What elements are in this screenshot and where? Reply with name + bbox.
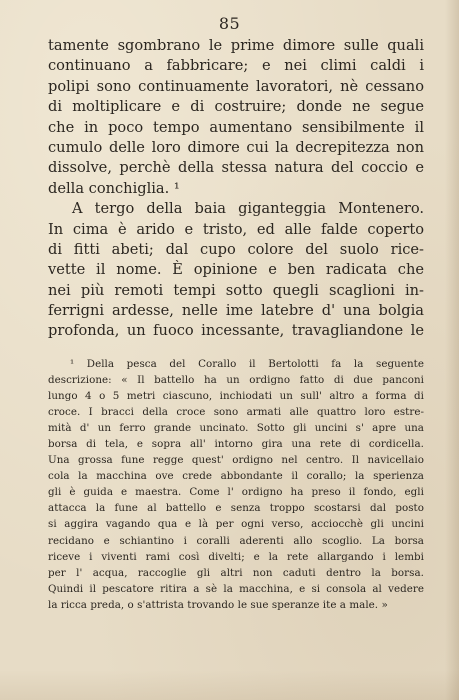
text-line: tamente sgombrano le prime dimore sulle quali <box>48 37 424 54</box>
page-edge-shadow <box>445 0 459 700</box>
text-line: di moltiplicare e di costruire; donde ne segue <box>48 98 424 116</box>
footnote-line: descrizione: « Il battello ha un ordigno fatto di due panconi <box>48 374 424 387</box>
footnote-line: mità d' un ferro grande uncinato. Sotto gli uncini s' apre una <box>48 422 424 435</box>
text-line: In cima è arido e tristo, ed alle falde coperto <box>48 220 424 238</box>
footnote-line: recidano e schiantino i coralli aderenti allo scoglio. La borsa <box>48 534 424 547</box>
footnote-line: ¹ Della pesca del Corallo il Bertolotti fa la seguente <box>70 358 424 370</box>
text-line: profonda, un fuoco incessante, travagliandone le <box>48 322 424 340</box>
main-text-block <box>48 36 424 342</box>
footnote-line: si aggira vagando qua e là per ogni verso, acciocchè gli uncini <box>48 518 424 531</box>
footnote-line: attacca la fune al battello e senza troppo scostarsi dal posto <box>48 502 424 515</box>
text-line: che in poco tempo aumentano sensibilmente il <box>48 118 424 136</box>
text-line: continuano a fabbricare; e nei climi caldi i <box>48 57 424 75</box>
text-line: della conchiglia. ¹ <box>48 179 180 197</box>
footnote-line: croce. I bracci della croce sono armati alle quattro loro estre- <box>48 406 424 419</box>
text-line: nei più remoti tempi sotto quegli scaglioni in- <box>48 281 424 299</box>
footnote-line: Una grossa fune regge quest' ordigno nel centro. Il navicellaio <box>48 454 424 467</box>
text-line: di fitti abeti; dal cupo colore del suolo rice- <box>48 240 424 258</box>
page-number: 85 <box>218 14 241 33</box>
footnote-line: riceve i viventi rami così divelti; e la rete allargando i lembi <box>48 550 424 563</box>
footnote-line: per l' acqua, raccoglie gli altri non caduti dentro la borsa. <box>48 566 424 579</box>
footnote-block <box>48 356 424 613</box>
page-bottom-shadow <box>0 670 459 700</box>
footnote-divider <box>48 346 424 347</box>
footnote-line: gli è guida e maestra. Come l' ordigno ha preso il fondo, egli <box>48 486 424 499</box>
text-line: polipi sono continuamente lavoratori, nè cessano <box>48 77 424 95</box>
footnote-line: Quindi il pescatore ritira a sè la macchina, e si consola al vedere <box>48 582 424 595</box>
footnote-line: lungo 4 o 5 metri ciascuno, inchiodati un sull' altro a forma di <box>48 390 424 403</box>
text-line: vette il nome. È opinione e ben radicata che <box>48 261 424 279</box>
footnote-line: cola la macchina ove crede abbondante il corallo; la sperienza <box>48 470 424 483</box>
text-line: dissolve, perchè della stessa natura del coccio e <box>48 159 424 177</box>
text-line: A tergo della baia giganteggia Montenero. <box>72 200 424 218</box>
footnote-line: la ricca preda, o s'attrista trovando le sue speranze ite a male. » <box>48 598 388 611</box>
text-line: cumulo delle loro dimore cui la decrepitezza non <box>48 138 424 156</box>
footnote-line: borsa di tela, e sopra all' intorno gira una rete di cordicella. <box>48 438 424 451</box>
text-line: ferrigni ardesse, nelle ime latebre d' una bolgia <box>48 302 424 320</box>
